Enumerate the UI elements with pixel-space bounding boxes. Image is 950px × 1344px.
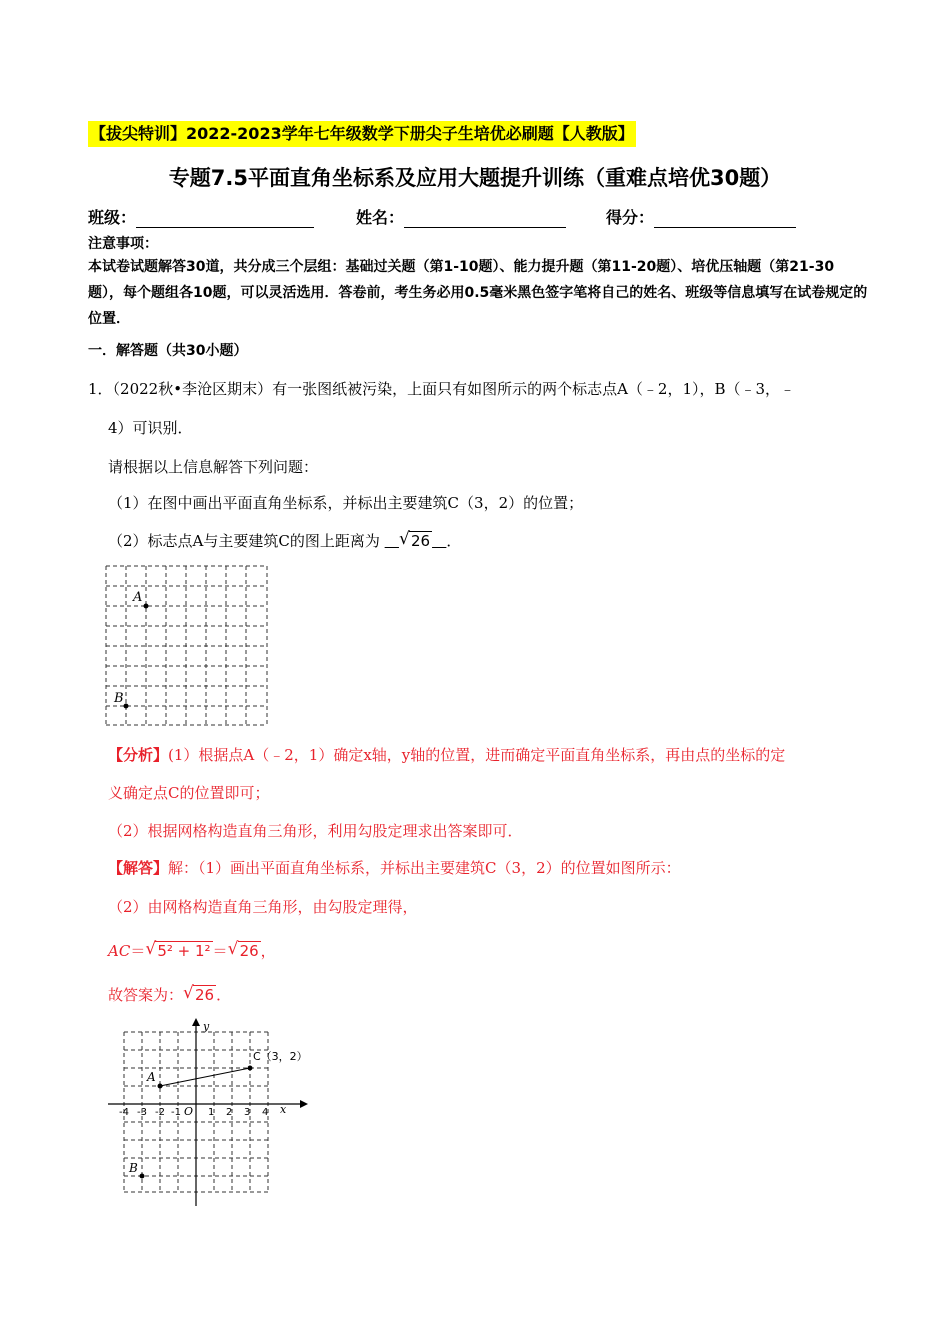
answer-tag: 【解答】 bbox=[108, 859, 169, 877]
grid-figure-1 bbox=[100, 563, 275, 728]
x-tick-labels bbox=[119, 1107, 268, 1118]
name-label: 姓名： bbox=[356, 208, 405, 227]
score-field bbox=[606, 205, 796, 228]
tick-label: -3 bbox=[137, 1107, 147, 1118]
tick-label: 4 bbox=[262, 1107, 269, 1118]
q1-answer-2: （2）由网格构造直角三角形，由勾股定理得， bbox=[108, 898, 418, 916]
radical-icon: √ bbox=[398, 529, 410, 549]
radical-icon: √ bbox=[145, 939, 157, 959]
y-arrow-icon bbox=[192, 1018, 200, 1026]
q1-analysis-2: （2）根据网格构造直角三角形，利用勾股定理求出答案即可． bbox=[108, 822, 523, 840]
class-field bbox=[88, 205, 314, 228]
q1-part2-answer-blank bbox=[385, 529, 447, 550]
notice-heading: 注意事项： bbox=[88, 236, 158, 252]
q1-part1: （1）在图中画出平面直角坐标系，并标出主要建筑C（3，2）的位置； bbox=[108, 494, 584, 512]
section-title: 一．解答题（共30小题） bbox=[88, 343, 248, 359]
point-c bbox=[248, 1066, 253, 1071]
name-blank[interactable] bbox=[404, 211, 566, 228]
segment-ac bbox=[160, 1068, 250, 1086]
q1-part2: （2）标志点A与主要建筑C的图上距离为 √ 26 ． bbox=[108, 529, 462, 550]
label-b: B bbox=[129, 1161, 138, 1175]
tick-label: -2 bbox=[155, 1107, 165, 1118]
grid-figure-2 bbox=[100, 1018, 320, 1210]
sqrt-answer: √ 26 bbox=[398, 529, 431, 550]
notice-body: 本试卷试题解答30道，共分成三个层组：基础过关题（第1-10题）、能力提升题（第11-20题）、培优压轴题（第21-30题），每个题组各10题，可以灵活选用．答卷前，考生务必用0.5毫米黑色签字笔将自己的姓名、班级等信息填写在试卷规定的位置． bbox=[88, 259, 868, 327]
grid-lines bbox=[106, 566, 267, 725]
analysis-tag: 【分析】 bbox=[108, 746, 169, 764]
point-a bbox=[144, 604, 149, 609]
x-arrow-icon bbox=[300, 1100, 308, 1108]
score-blank[interactable] bbox=[654, 211, 796, 228]
label-a: A bbox=[147, 1070, 156, 1084]
header-banner: 【拔尖特训】2022-2023学年七年级数学下册尖子生培优必刷题【人教版】 bbox=[88, 121, 636, 147]
tick-label: 1 bbox=[208, 1107, 215, 1118]
q1-analysis-1a: 【分析】(1）根据点A（﹣2，1）确定x轴，y轴的位置，进而确定平面直角坐标系，再由点的坐标的定 bbox=[108, 746, 786, 764]
point-a bbox=[158, 1084, 163, 1089]
class-label: 班级： bbox=[88, 208, 137, 227]
origin-label: O bbox=[184, 1105, 194, 1118]
q1-ac-formula: AC＝ √ 5² + 1² ＝ √ 26 ， bbox=[108, 939, 276, 960]
radical-icon: √ bbox=[227, 939, 239, 959]
x-axis-label: x bbox=[280, 1103, 287, 1116]
sqrt-sum: √ 5² + 1² bbox=[145, 939, 211, 960]
label-a: A bbox=[133, 590, 143, 605]
q1-analysis-1b: 义确定点C的位置即可； bbox=[108, 784, 270, 802]
q1-stem-line1: 1．（2022秋•李沧区期末）有一张图纸被污染，上面只有如图所示的两个标志点A（﹣2，1），B（﹣3，﹣ bbox=[88, 380, 796, 398]
class-blank[interactable] bbox=[136, 211, 314, 228]
tick-label: -4 bbox=[119, 1107, 129, 1118]
y-axis-label: y bbox=[203, 1020, 210, 1033]
label-c: C（3，2） bbox=[253, 1050, 308, 1063]
tick-label: 3 bbox=[244, 1107, 251, 1118]
tick-label: 2 bbox=[226, 1107, 233, 1118]
radical-icon: √ bbox=[183, 983, 194, 1003]
q1-prompt: 请根据以上信息解答下列问题： bbox=[108, 458, 319, 476]
q1-stem-line2: 4）可识别． bbox=[108, 419, 193, 437]
point-b bbox=[140, 1174, 145, 1179]
q1-final: 故答案为： √ 26 ． bbox=[108, 983, 232, 1004]
q1-part2-text: （2）标志点A与主要建筑C的图上距离为 bbox=[108, 532, 380, 550]
score-label: 得分： bbox=[606, 208, 655, 227]
sqrt-final: √ 26 bbox=[183, 983, 215, 1004]
page-title: 专题7.5平面直角坐标系及应用大题提升训练（重难点培优30题） bbox=[168, 166, 782, 190]
label-b: B bbox=[114, 691, 124, 706]
name-field bbox=[356, 205, 566, 228]
sqrt-result: √ 26 bbox=[227, 939, 259, 960]
point-b bbox=[124, 704, 129, 709]
q1-answer-1: 【解答】解：（1）画出平面直角坐标系，并标出主要建筑C（3，2）的位置如图所示： bbox=[108, 859, 681, 877]
tick-label: -1 bbox=[171, 1107, 181, 1118]
